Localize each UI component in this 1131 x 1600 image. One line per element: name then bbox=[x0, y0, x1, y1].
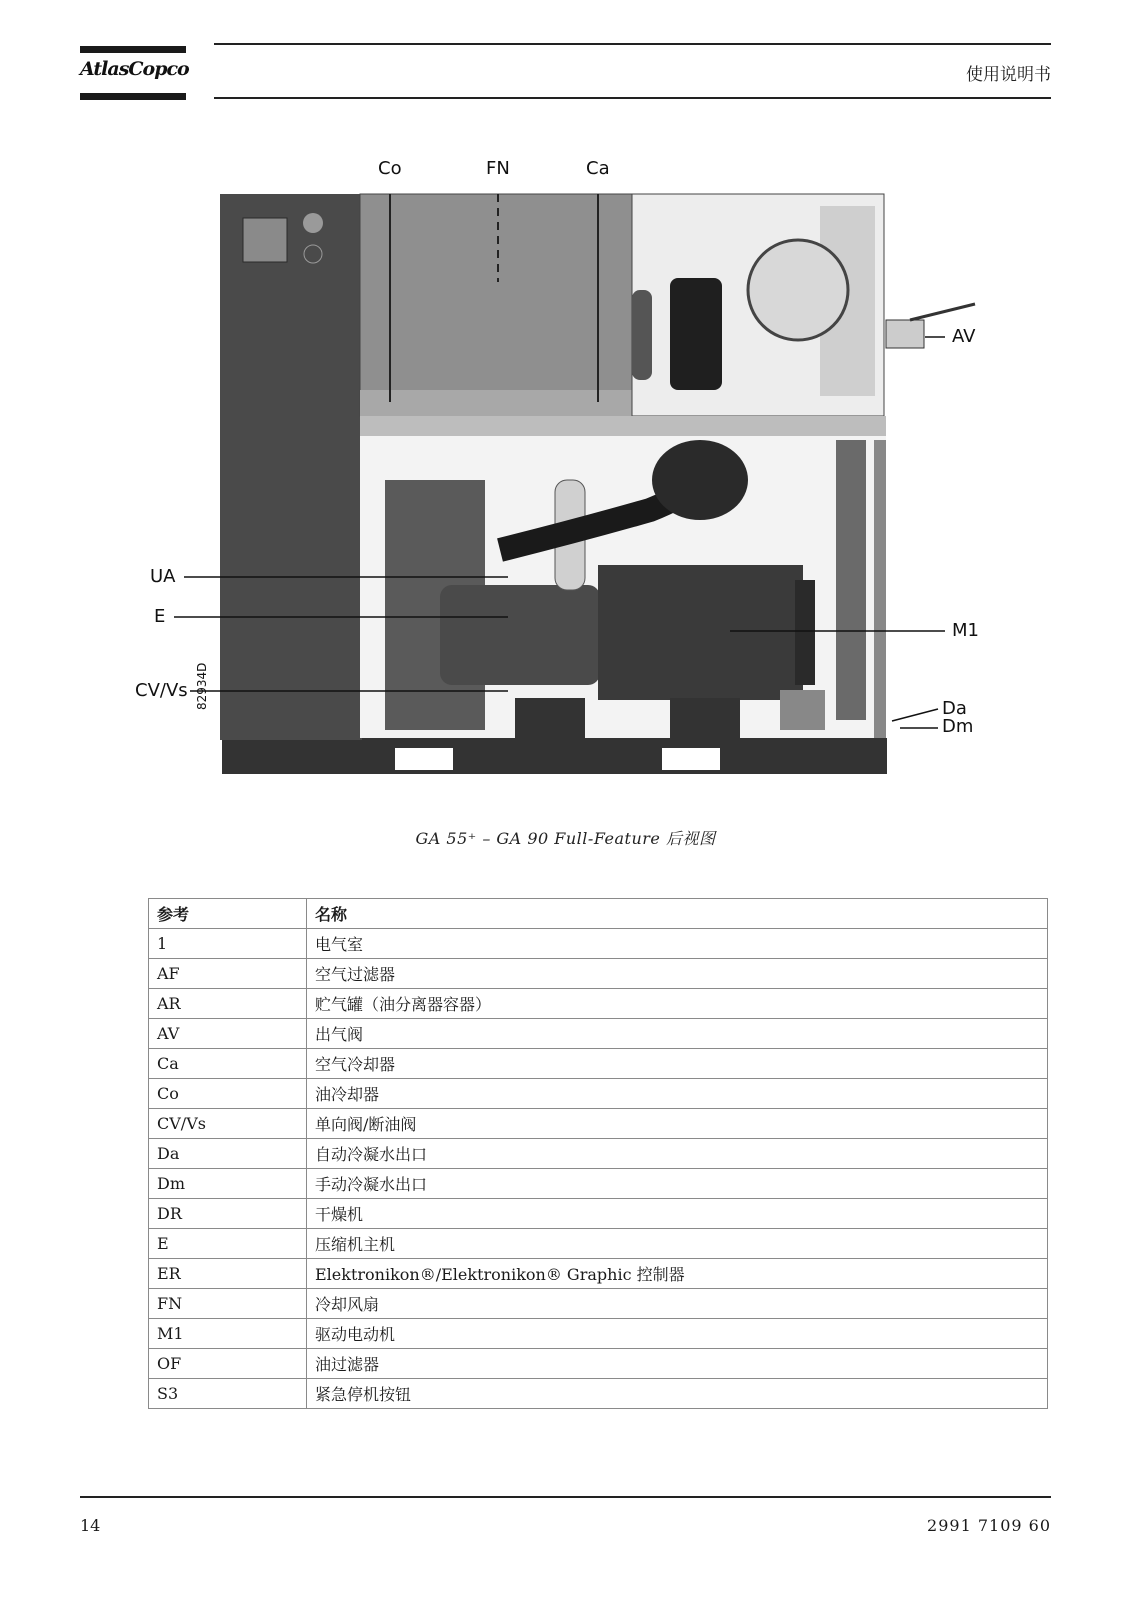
table-row bbox=[149, 1079, 1048, 1109]
atlas-copco-logo bbox=[80, 46, 189, 100]
refrigerant-compressor bbox=[670, 278, 722, 390]
document-title: 使用说明书 bbox=[966, 65, 1051, 85]
ref-cell: M1 bbox=[149, 1319, 307, 1349]
name-cell: 干燥机 bbox=[307, 1199, 1048, 1229]
cooler-lower-frame bbox=[360, 390, 632, 416]
base-frame bbox=[222, 738, 887, 774]
name-cell: 单向阀/断油阀 bbox=[307, 1109, 1048, 1139]
name-cell: 油过滤器 bbox=[307, 1349, 1048, 1379]
name-cell: 驱动电动机 bbox=[307, 1319, 1048, 1349]
callout-ca: Ca bbox=[586, 158, 610, 179]
table-row bbox=[149, 1109, 1048, 1139]
name-cell: 压缩机主机 bbox=[307, 1229, 1048, 1259]
logo-bar-top bbox=[80, 46, 186, 53]
dryer-fan bbox=[748, 240, 848, 340]
drain-assembly bbox=[780, 690, 825, 730]
logo-bar-bottom bbox=[80, 93, 186, 100]
header-rule-bottom bbox=[214, 97, 1051, 99]
forklift-slot-right bbox=[662, 748, 720, 770]
name-cell: 空气过滤器 bbox=[307, 959, 1048, 989]
cooler-block bbox=[360, 194, 632, 416]
ref-cell: Ca bbox=[149, 1049, 307, 1079]
compressor-drawing bbox=[130, 150, 1010, 800]
table-row bbox=[149, 1229, 1048, 1259]
name-cell: 紧急停机按钮 bbox=[307, 1379, 1048, 1409]
table-row bbox=[149, 1139, 1048, 1169]
table-header-row bbox=[149, 899, 1048, 929]
compressor-rear-view-figure bbox=[130, 150, 1010, 800]
divider-plate bbox=[360, 416, 886, 436]
table-row bbox=[149, 1289, 1048, 1319]
table-row bbox=[149, 1259, 1048, 1289]
ref-cell: S3 bbox=[149, 1379, 307, 1409]
ref-cell: ER bbox=[149, 1259, 307, 1289]
name-cell: 手动冷凝水出口 bbox=[307, 1169, 1048, 1199]
blower bbox=[652, 440, 748, 520]
ref-cell: CV/Vs bbox=[149, 1109, 307, 1139]
name-cell: Elektronikon®/Elektronikon® Graphic 控制器 bbox=[307, 1259, 1048, 1289]
table-row bbox=[149, 1169, 1048, 1199]
ref-cell: FN bbox=[149, 1289, 307, 1319]
callout-cv-vs: CV/Vs bbox=[135, 680, 188, 701]
table-row bbox=[149, 1349, 1048, 1379]
cubicle-vent bbox=[243, 218, 287, 262]
name-cell: 油冷却器 bbox=[307, 1079, 1048, 1109]
table-row bbox=[149, 959, 1048, 989]
table-row bbox=[149, 1199, 1048, 1229]
callout-co: Co bbox=[378, 158, 402, 179]
callout-m1: M1 bbox=[952, 620, 979, 641]
table-row bbox=[149, 1019, 1048, 1049]
callout-ua: UA bbox=[150, 566, 176, 587]
side-grille bbox=[836, 440, 866, 720]
table-row bbox=[149, 929, 1048, 959]
page-number: 14 bbox=[80, 1516, 101, 1535]
electrical-cubicle bbox=[220, 194, 362, 740]
ref-cell: Da bbox=[149, 1139, 307, 1169]
callout-fn: FN bbox=[486, 158, 510, 179]
name-cell: 贮气罐（油分离器容器） bbox=[307, 989, 1048, 1019]
indicator-lamp bbox=[303, 213, 323, 233]
motor-foot-right bbox=[670, 698, 740, 738]
ref-cell: AR bbox=[149, 989, 307, 1019]
figure-code: 82934D bbox=[195, 662, 209, 710]
ref-cell: E bbox=[149, 1229, 307, 1259]
drive-motor bbox=[598, 565, 803, 700]
callout-e: E bbox=[154, 606, 166, 627]
reference-table bbox=[148, 898, 1048, 1409]
name-cell: 出气阀 bbox=[307, 1019, 1048, 1049]
compressor-element bbox=[440, 585, 600, 685]
table-row bbox=[149, 1379, 1048, 1409]
table-row bbox=[149, 1049, 1048, 1079]
name-cell: 自动冷凝水出口 bbox=[307, 1139, 1048, 1169]
ref-cell: AF bbox=[149, 959, 307, 989]
outlet-valve bbox=[886, 320, 924, 348]
logo-wordmark: AtlasCopco bbox=[80, 58, 189, 80]
column-header-reference: 参考 bbox=[149, 899, 307, 929]
motor-foot-left bbox=[515, 698, 585, 738]
ref-cell: AV bbox=[149, 1019, 307, 1049]
header-rule-top bbox=[214, 43, 1051, 45]
figure-caption: GA 55⁺ – GA 90 Full-Feature 后视图 bbox=[415, 829, 716, 848]
ref-cell: OF bbox=[149, 1349, 307, 1379]
callout-da: Da bbox=[942, 698, 967, 719]
callout-av: AV bbox=[952, 326, 976, 347]
forklift-slot-left bbox=[395, 748, 453, 770]
ref-cell: 1 bbox=[149, 929, 307, 959]
column-header-name: 名称 bbox=[307, 899, 1048, 929]
separator-cylinder bbox=[632, 290, 652, 380]
ref-cell: DR bbox=[149, 1199, 307, 1229]
motor-fan-cover bbox=[795, 580, 815, 685]
frame-post bbox=[874, 440, 886, 738]
table-row bbox=[149, 1319, 1048, 1349]
footer-rule bbox=[80, 1496, 1051, 1498]
name-cell: 电气室 bbox=[307, 929, 1048, 959]
callout-dm: Dm bbox=[942, 716, 974, 737]
document-number: 2991 7109 60 bbox=[927, 1516, 1051, 1535]
table-row bbox=[149, 989, 1048, 1019]
ref-cell: Dm bbox=[149, 1169, 307, 1199]
name-cell: 冷却风扇 bbox=[307, 1289, 1048, 1319]
ref-cell: Co bbox=[149, 1079, 307, 1109]
name-cell: 空气冷却器 bbox=[307, 1049, 1048, 1079]
